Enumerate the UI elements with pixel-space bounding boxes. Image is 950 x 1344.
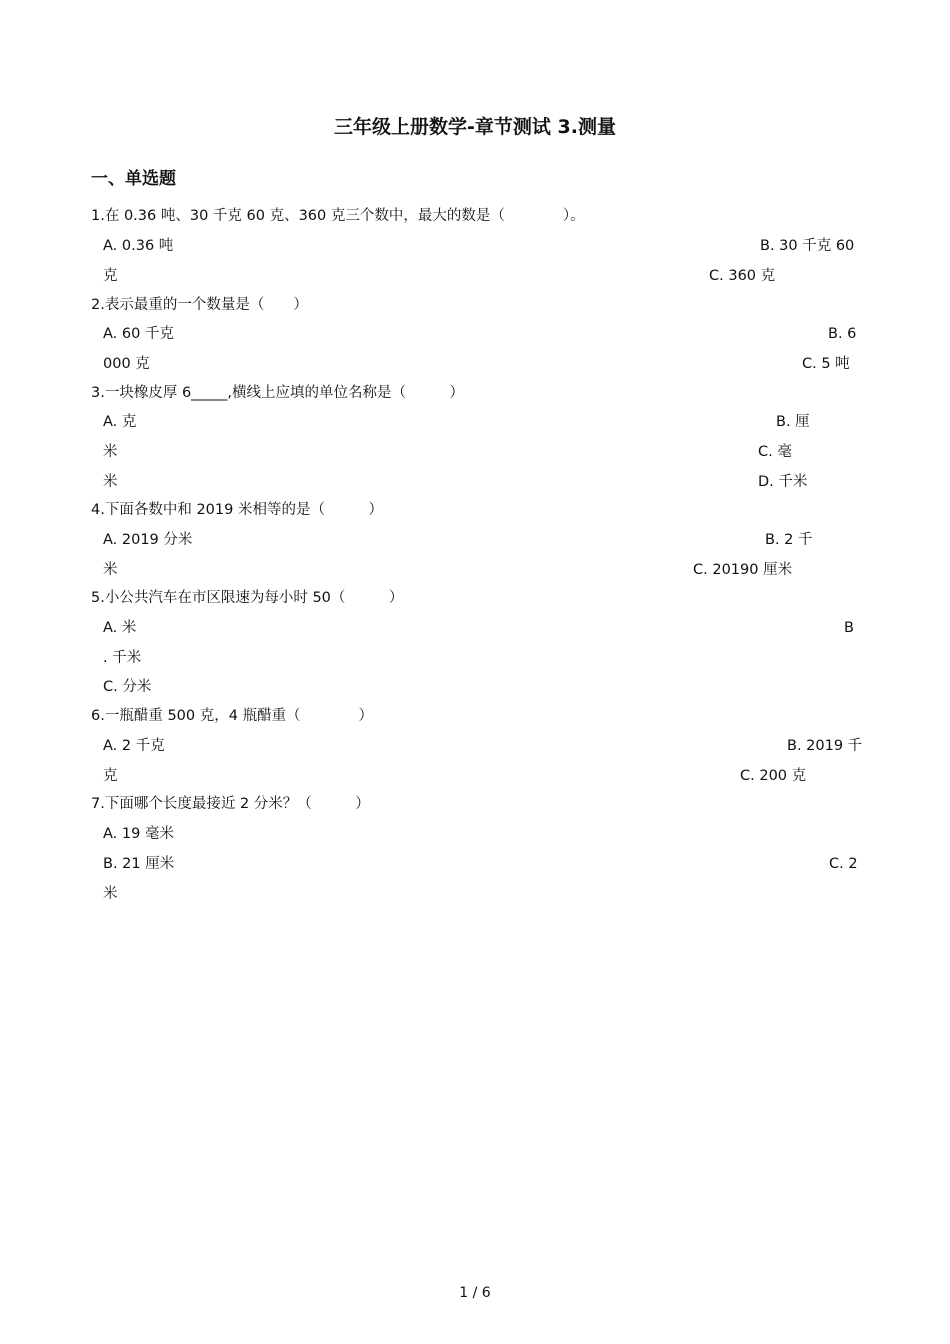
- question-1-option-b[interactable]: B. 30 千克 60: [760, 238, 855, 254]
- question-7-option-a[interactable]: A. 19 毫米: [103, 826, 174, 842]
- document-title: 三年级上册数学-章节测试 3.测量: [334, 116, 616, 138]
- question-3-option-a[interactable]: A. 克: [103, 414, 137, 430]
- question-3-option-c-wrap: 米: [103, 474, 118, 490]
- question-6-option-a[interactable]: A. 2 千克: [103, 738, 165, 754]
- section-heading: 一、单选题: [91, 169, 176, 189]
- question-5-option-b-wrap: . 千米: [103, 650, 142, 666]
- question-5-stem: 5.小公共汽车在市区限速为每小时 50（ ）: [91, 590, 404, 606]
- question-7-stem: 7.下面哪个长度最接近 2 分米？（ ）: [91, 796, 370, 812]
- question-2-option-c[interactable]: C. 5 吨: [802, 356, 850, 372]
- question-3-option-c[interactable]: C. 毫: [758, 444, 792, 460]
- question-1-option-a[interactable]: A. 0.36 吨: [103, 238, 174, 254]
- question-6-option-c[interactable]: C. 200 克: [740, 768, 807, 784]
- question-4-stem: 4.下面各数中和 2019 米相等的是（ ）: [91, 502, 383, 518]
- question-7-option-b[interactable]: B. 21 厘米: [103, 856, 175, 872]
- question-1-stem: 1.在 0.36 吨、30 千克 60 克、360 克三个数中，最大的数是（ ）。: [91, 208, 585, 224]
- question-7-option-c-wrap: 米: [103, 886, 118, 902]
- question-5-option-b[interactable]: B: [844, 620, 854, 636]
- question-1-option-c[interactable]: C. 360 克: [709, 268, 776, 284]
- question-2-option-b-wrap: 000 克: [103, 356, 150, 372]
- question-3-option-d[interactable]: D. 千米: [758, 474, 808, 490]
- question-6-option-b-wrap: 克: [103, 768, 118, 784]
- question-2-option-b[interactable]: B. 6: [828, 326, 857, 342]
- question-4-option-c[interactable]: C. 20190 厘米: [693, 562, 793, 578]
- question-1-option-b-wrap: 克: [103, 268, 118, 284]
- question-4-option-b-wrap: 米: [103, 562, 118, 578]
- question-5-option-a[interactable]: A. 米: [103, 620, 137, 636]
- question-6-stem: 6.一瓶醋重 500 克，4 瓶醋重（ ）: [91, 708, 374, 724]
- question-6-option-b[interactable]: B. 2019 千: [787, 738, 863, 754]
- question-3-option-b[interactable]: B. 厘: [776, 414, 810, 430]
- question-3-stem: 3.一块橡皮厚 6_____,横线上应填的单位名称是（ ）: [91, 385, 465, 401]
- question-2-option-a[interactable]: A. 60 千克: [103, 326, 174, 342]
- question-4-option-a[interactable]: A. 2019 分米: [103, 532, 193, 548]
- question-4-option-b[interactable]: B. 2 千: [765, 532, 813, 548]
- question-7-option-c[interactable]: C. 2: [829, 856, 858, 872]
- question-2-stem: 2.表示最重的一个数量是（ ）: [91, 297, 308, 313]
- page-number: 1 / 6: [459, 1285, 491, 1301]
- question-3-option-b-wrap: 米: [103, 444, 118, 460]
- question-5-option-c[interactable]: C. 分米: [103, 679, 152, 695]
